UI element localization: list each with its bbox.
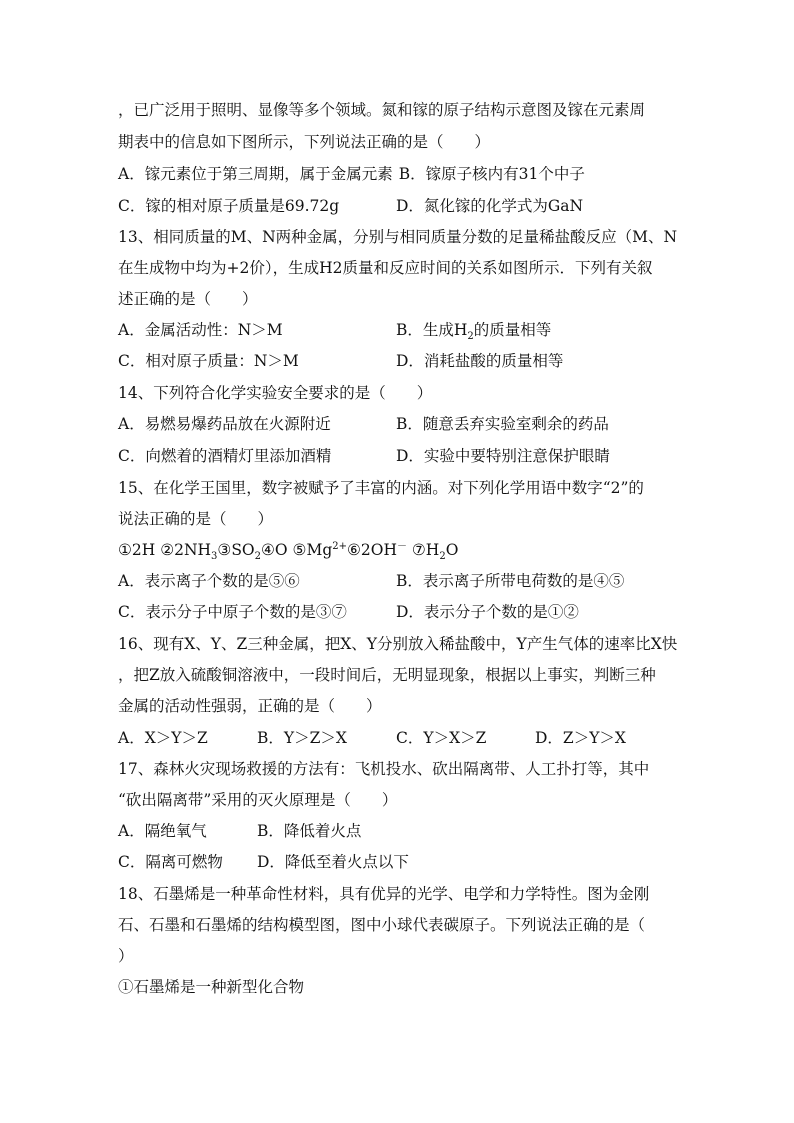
q12-option-c: C．镓的相对原子质量是69.72g (118, 197, 340, 215)
q16-line3: 金属的活动性强弱，正确的是（ ） (118, 697, 382, 715)
q15-line2: 说法正确的是（ ） (118, 510, 274, 528)
q17-option-b: B．降低着火点 (257, 822, 362, 840)
q15-option-c: C．表示分子中原子个数的是③⑦ (118, 603, 347, 621)
q12-option-b: B．镓原子核内有31个中子 (398, 165, 585, 183)
q14-option-d: D．实验中要特别注意保护眼睛 (396, 447, 610, 465)
q16-option-a: A．X＞Y＞Z (118, 729, 208, 747)
q13-option-d: D．消耗盐酸的质量相等 (396, 352, 564, 370)
q13-line2: 在生成物中均为+2价），生成H2质量和反应时间的关系如图所示．下列有关叙 (118, 259, 653, 277)
q17-option-d: D．降低至着火点以下 (257, 853, 409, 871)
q16-line2: ，把Z放入硫酸铜溶液中，一段时间后，无明显现象，根据以上事实，判断三种 (118, 666, 656, 684)
q14-option-c: C．向燃着的酒精灯里添加酒精 (118, 447, 332, 465)
q13-line1: 13、相同质量的M、N两种金属，分别与相同质量分数的足量稀盐酸反应（M、N (118, 228, 678, 246)
q17-line1: 17、森林火灾现场救援的方法有：飞机投水、砍出隔离带、人工扑打等，其中 (118, 760, 650, 778)
q16-option-b: B．Y＞Z＞X (257, 729, 347, 747)
q17-option-a: A．隔绝氧气 (118, 822, 207, 840)
q17-line2: “砍出隔离带”采用的灭火原理是（ ） (118, 791, 398, 809)
q16-option-c: C．Y＞X＞Z (396, 729, 487, 747)
q13-option-c: C．相对原子质量：N＞M (118, 352, 299, 370)
q17-option-c: C．隔离可燃物 (118, 853, 223, 871)
q15-option-d: D．表示分子个数的是①② (396, 603, 579, 621)
q12-line2: 期表中的信息如下图所示，下列说法正确的是（ ） (118, 133, 491, 151)
q12-option-a: A．镓元素位于第三周期，属于金属元素 (118, 165, 393, 183)
q18-line3: ） (118, 947, 134, 965)
q13-option-a: A．金属活动性：N＞M (118, 321, 283, 339)
q12-line1: ，已广泛用于照明、显像等多个领域。氮和镓的原子结构示意图及镓在元素周 (118, 101, 646, 119)
q14-option-b: B．随意丢弃实验室剩余的药品 (396, 415, 609, 433)
q18-line2: 石、石墨和石墨烯的结构模型图，图中小球代表碳原子。下列说法正确的是（ (118, 916, 646, 934)
q14-line1: 14、下列符合化学实验安全要求的是（ ） (118, 384, 433, 402)
q16-option-d: D．Z＞Y＞X (535, 729, 626, 747)
q13-line3: 述正确的是（ ） (118, 290, 258, 308)
q15-option-b: B．表示离子所带电荷数的是④⑤ (396, 572, 625, 590)
q15-option-a: A．表示离子个数的是⑤⑥ (118, 572, 300, 590)
q18-line1: 18、石墨烯是一种革命性材料，具有优异的光学、电学和力学特性。图为金刚 (118, 885, 650, 903)
q12-option-d: D．氮化镓的化学式为GaN (396, 197, 584, 215)
q14-option-a: A．易燃易爆药品放在火源附近 (118, 415, 331, 433)
q15-formulas: ①2H $②2NH_3③SO_2④O$ $⑤Mg^{2+}⑥2OH^-$ $⑦H_2O$ (118, 540, 459, 563)
q18-item1: ①石墨烯是一种新型化合物 (118, 978, 305, 996)
q16-line1: 16、现有X、Y、Z三种金属，把X、Y分别放入稀盐酸中，Y产生气体的速率比X快 (118, 635, 678, 653)
q12-options-ab (118, 164, 585, 184)
q13-option-b: B．生成$H_2$的质量相等 (396, 321, 552, 343)
q15-line1: 15、在化学王国里，数字被赋予了丰富的内涵。对下列化学用语中数字“2”的 (118, 479, 644, 497)
